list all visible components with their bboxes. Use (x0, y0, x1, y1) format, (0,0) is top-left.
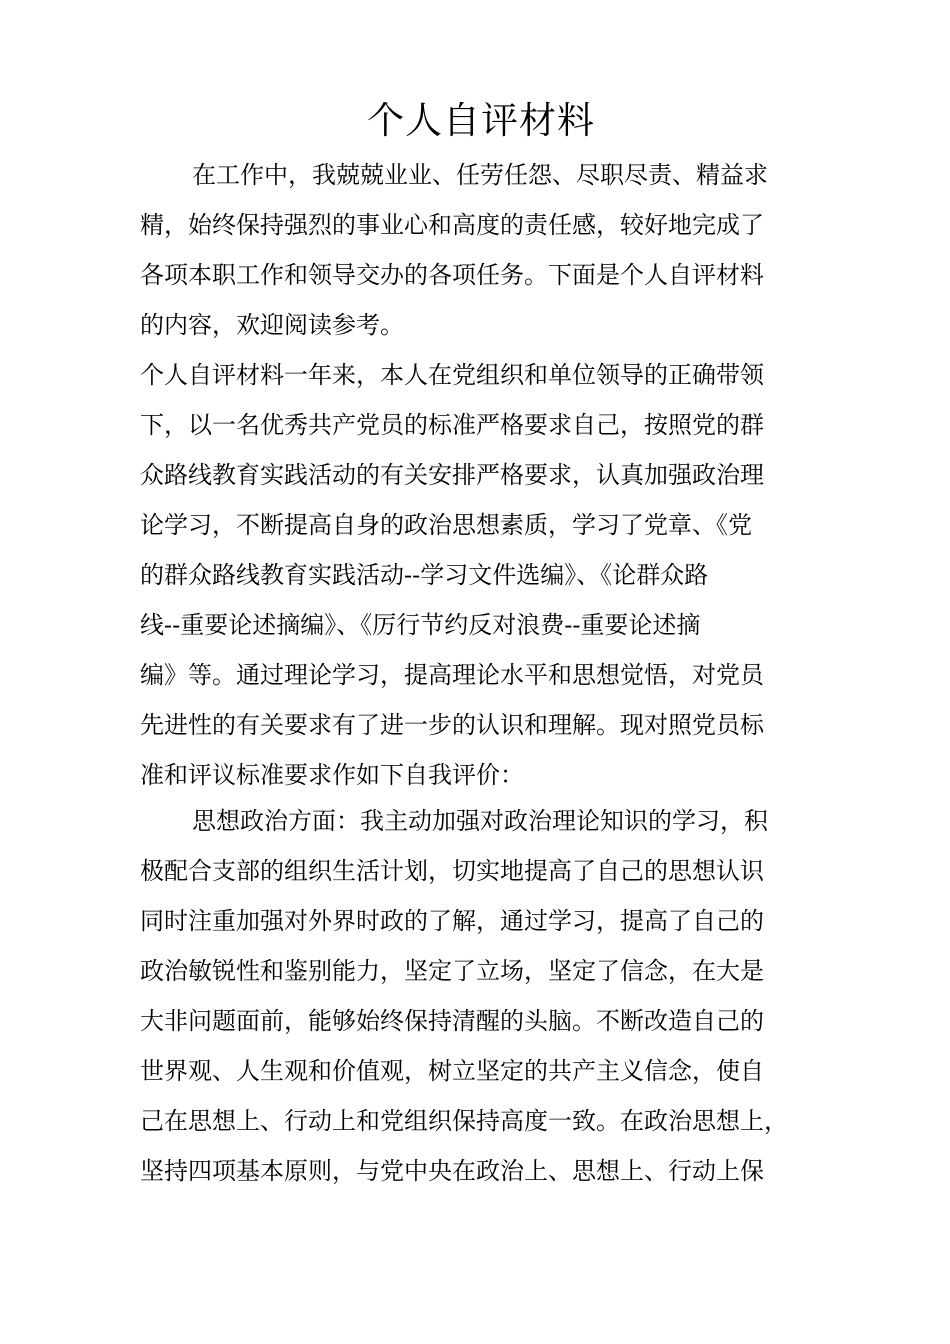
body-line: 的内容，欢迎阅读参考。 (140, 311, 404, 339)
body-line: 先进性的有关要求有了进一步的认识和理解。现对照党员标 (140, 711, 764, 739)
body-line: 个人自评材料一年来，本人在党组织和单位领导的正确带领 (140, 361, 764, 389)
body-line: 大非问题面前，能够始终保持清醒的头脑。不断改造自己的 (140, 1007, 764, 1035)
body-line: 线--重要论述摘编》、《厉行节约反对浪费--重要论述摘 (140, 611, 701, 639)
body-line: 编》等。通过理论学习，提高理论水平和思想觉悟，对党员 (140, 661, 764, 689)
body-line: 各项本职工作和领导交办的各项任务。下面是个人自评材料 (140, 261, 764, 289)
body-line: 极配合支部的组织生活计划，切实地提高了自己的思想认识 (140, 857, 764, 885)
body-line: 的群众路线教育实践活动--学习文件选编》、《论群众路 (140, 561, 709, 589)
body-line: 准和评议标准要求作如下自我评价： (140, 761, 524, 789)
body-line: 世界观、人生观和价值观，树立坚定的共产主义信念，使自 (140, 1057, 764, 1085)
body-line: 思想政治方面：我主动加强对政治理论知识的学习，积 (192, 807, 768, 835)
document-title: 个人自评材料 (367, 99, 595, 142)
body-line: 下，以一名优秀共产党员的标准严格要求自己，按照党的群 (140, 411, 764, 439)
body-line: 在工作中，我兢兢业业、任劳任怨、尽职尽责、精益求 (192, 161, 768, 189)
body-line: 同时注重加强对外界时政的了解，通过学习，提高了自己的 (140, 907, 764, 935)
body-line: 论学习，不断提高自身的政治思想素质，学习了党章、《党 (140, 511, 752, 539)
body-line: 众路线教育实践活动的有关安排严格要求，认真加强政治理 (140, 461, 764, 489)
body-line: 己在思想上、行动上和党组织保持高度一致。在政治思想上， (140, 1107, 788, 1135)
body-line: 精，始终保持强烈的事业心和高度的责任感，较好地完成了 (140, 211, 764, 239)
body-line: 政治敏锐性和鉴别能力，坚定了立场，坚定了信念，在大是 (140, 957, 764, 985)
body-line: 坚持四项基本原则，与党中央在政治上、思想上、行动上保 (140, 1157, 764, 1185)
